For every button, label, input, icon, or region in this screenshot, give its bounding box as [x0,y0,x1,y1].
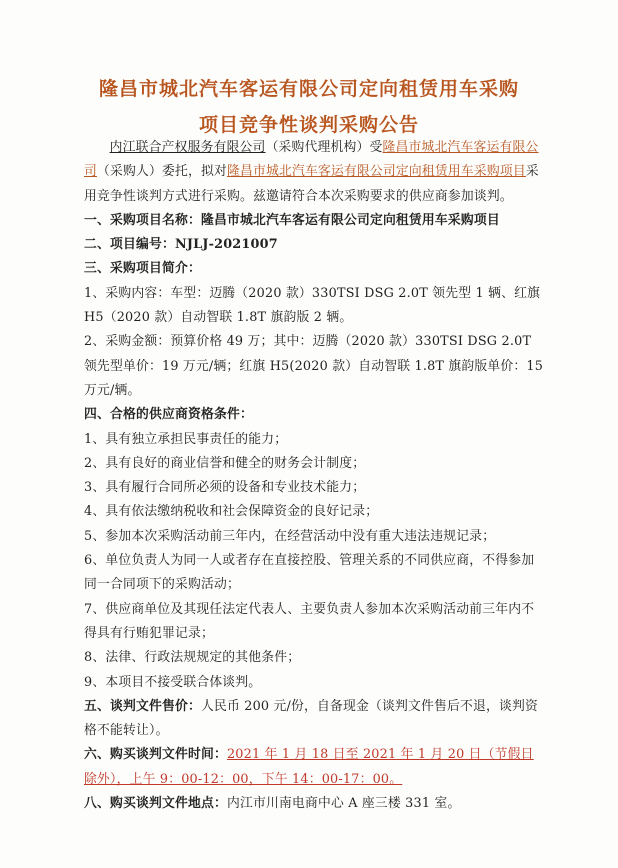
section-label: 二、项目编号： [84,237,175,253]
agency-role: （采购代理机构）受 [265,140,383,155]
purchaser-role: （采购人）委托，拟对 [97,164,227,180]
section-label: 六、购买谈判文件时间： [84,747,227,763]
title-line-1: 隆昌市城北汽车客运有限公司定向租赁用车采购 [98,78,519,100]
agency-name: 内江联合产权服务有限公司 [109,140,266,155]
qualification-item: 2、具有良好的商业信誉和健全的财务会计制度； [84,455,366,471]
title-line-2: 项目竞争性谈判采购公告 [198,114,419,136]
intro-paragraph [84,136,544,209]
qualification-item: 4、具有依法缴纳税收和社会保障资金的良好记录； [84,504,379,520]
section-label: 一、采购项目名称： [84,212,201,228]
project-name: 隆昌市城北汽车客运有限公司定向租赁用车采购项目 [200,212,500,228]
qualification-item: 3、具有履行合同所必须的设备和专业技术能力； [84,480,366,496]
qualification-item: 7、供应商单位及其现任法定代表人、主要负责人参加本次采购活动前三年内不得具有行贿犯罪记录； [84,601,535,641]
purchase-location: 内江市川南电商中心 A 座三楼 331 室。 [226,796,461,812]
document-price: 人民币 200 元/份，自备现金（谈判文件售后不退，谈判资格不能转让）。 [84,698,538,739]
section-document-price [84,695,544,744]
qualification-item: 1、具有独立承担民事责任的能力； [84,431,288,447]
section-project-number [84,233,544,257]
purchase-content: 1、采购内容：车型：迈腾（2020 款）330TSI DSG 2.0T 领先型 1 辆、红旗 H5（2020 款）自动智联 1.8T 旗韵版 2 辆。 [84,285,541,326]
project-name-inline: 隆昌市城北汽车客运有限公司定向租赁用车采购项目 [226,164,526,180]
purchase-amount: 2、采购金额：预算价格 49 万；其中：迈腾（2020 款）330TSI DSG 2.0T 领先型单价：19 万元/辆；红旗 H5(2020 款）自动智联 1.8T 旗韵版单价：15 万元/辆。 [84,334,544,398]
section-purchase-time [84,743,544,792]
section-label: 五、谈判文件售价： [84,698,201,714]
section-purchase-location [84,792,544,816]
document-body [84,136,544,816]
section-qualifications-heading: 四、合格的供应商资格条件： [84,407,253,423]
purchase-time: 2021 年 1 月 18 日至 2021 年 1 月 20 日（节假日除外），上午 9：00-12：00，下午 14：00-17：00。 [84,747,534,787]
project-number: NJLJ-2021007 [174,237,278,253]
section-project-name [84,209,544,233]
qualification-item: 5、参加本次采购活动前三年内，在经营活动中没有重大违法违规记录； [84,528,496,544]
qualification-item: 8、法律、行政法规规定的其他条件； [84,650,301,666]
qualification-item: 9、本项目不接受联合体谈判。 [84,674,262,690]
intro-rest: 采用竞争性谈判方式进行采购。兹邀请符合本次采购要求的供应商参加谈判。 [84,164,539,204]
qualification-item: 6、单位负责人为同一人或者存在直接控股、管理关系的不同供应商，不得参加同一合同项下的采购活动； [84,553,535,593]
section-intro-heading: 三、采购项目简介： [84,261,201,277]
purchaser-name: 隆昌市城北汽车客运有限公司 [84,140,539,180]
section-label: 八、购买谈判文件地点： [84,796,227,812]
